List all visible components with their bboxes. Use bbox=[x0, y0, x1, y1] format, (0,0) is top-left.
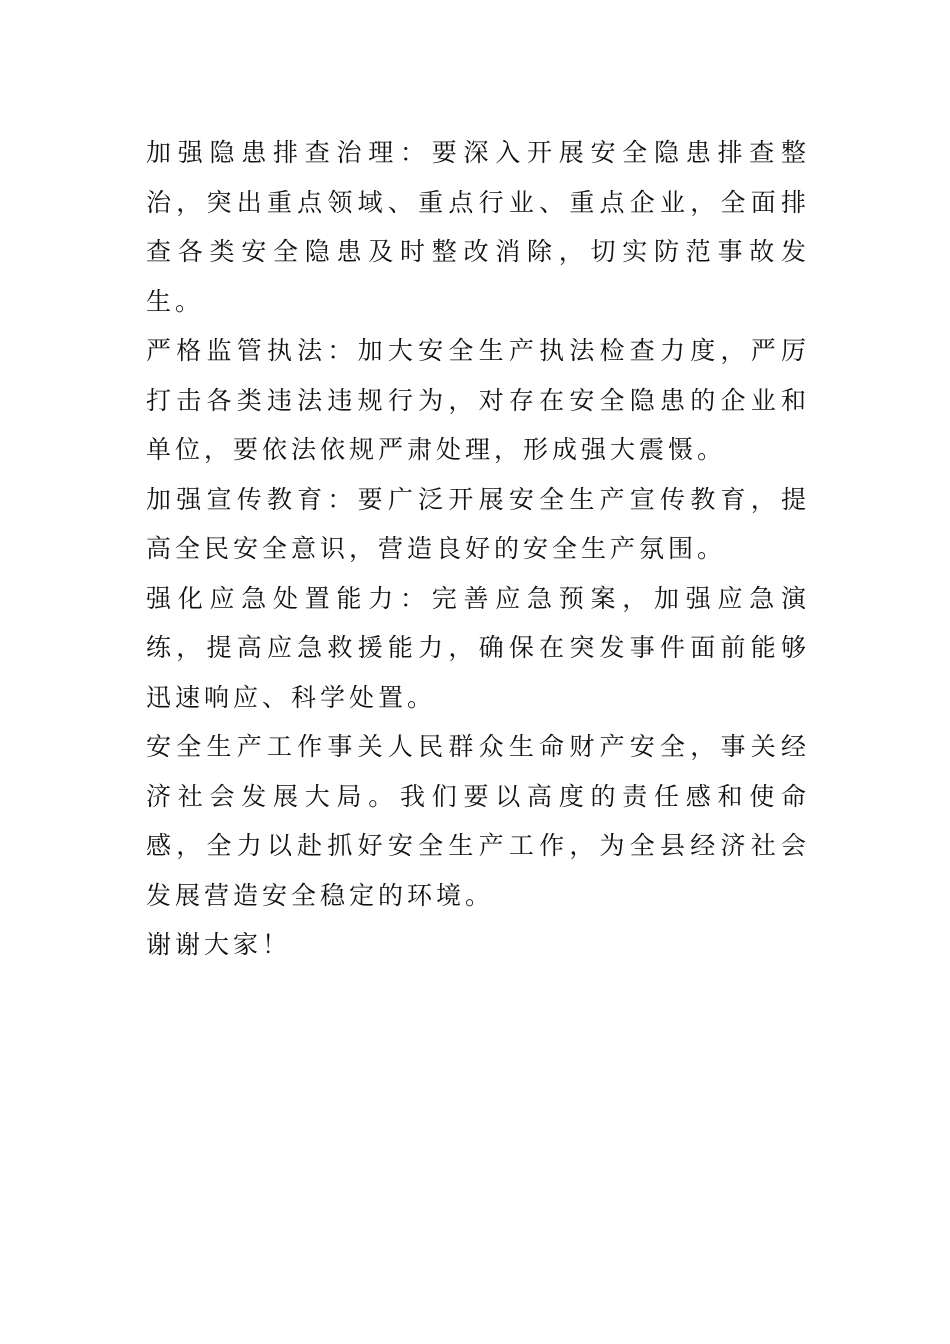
paragraph-publicity-education: 加强宣传教育：要广泛开展安全生产宣传教育，提高全民安全意识，营造良好的安全生产氛围。 bbox=[146, 484, 810, 563]
paragraph-supervision-enforcement: 严格监管执法：加大安全生产执法检查力度，严厉打击各类违法违规行为，对存在安全隐患的企业和单位，要依法依规严肃处理，形成强大震慑。 bbox=[146, 336, 810, 464]
paragraph-hazard-inspection: 加强隐患排查治理：要深入开展安全隐患排查整治，突出重点领域、重点行业、重点企业，全面排查各类安全隐患及时整改消除，切实防范事故发生。 bbox=[146, 138, 810, 316]
paragraph-conclusion: 安全生产工作事关人民群众生命财产安全，事关经济社会发展大局。我们要以高度的责任感和使命感，全力以赴抓好安全生产工作，为全县经济社会发展营造安全稳定的环境。 bbox=[146, 732, 810, 910]
document-body bbox=[146, 128, 810, 970]
paragraph-thanks: 谢谢大家！ bbox=[146, 930, 292, 959]
paragraph-emergency-response: 强化应急处置能力：完善应急预案，加强应急演练，提高应急救援能力，确保在突发事件面前能够迅速响应、科学处置。 bbox=[146, 583, 810, 712]
